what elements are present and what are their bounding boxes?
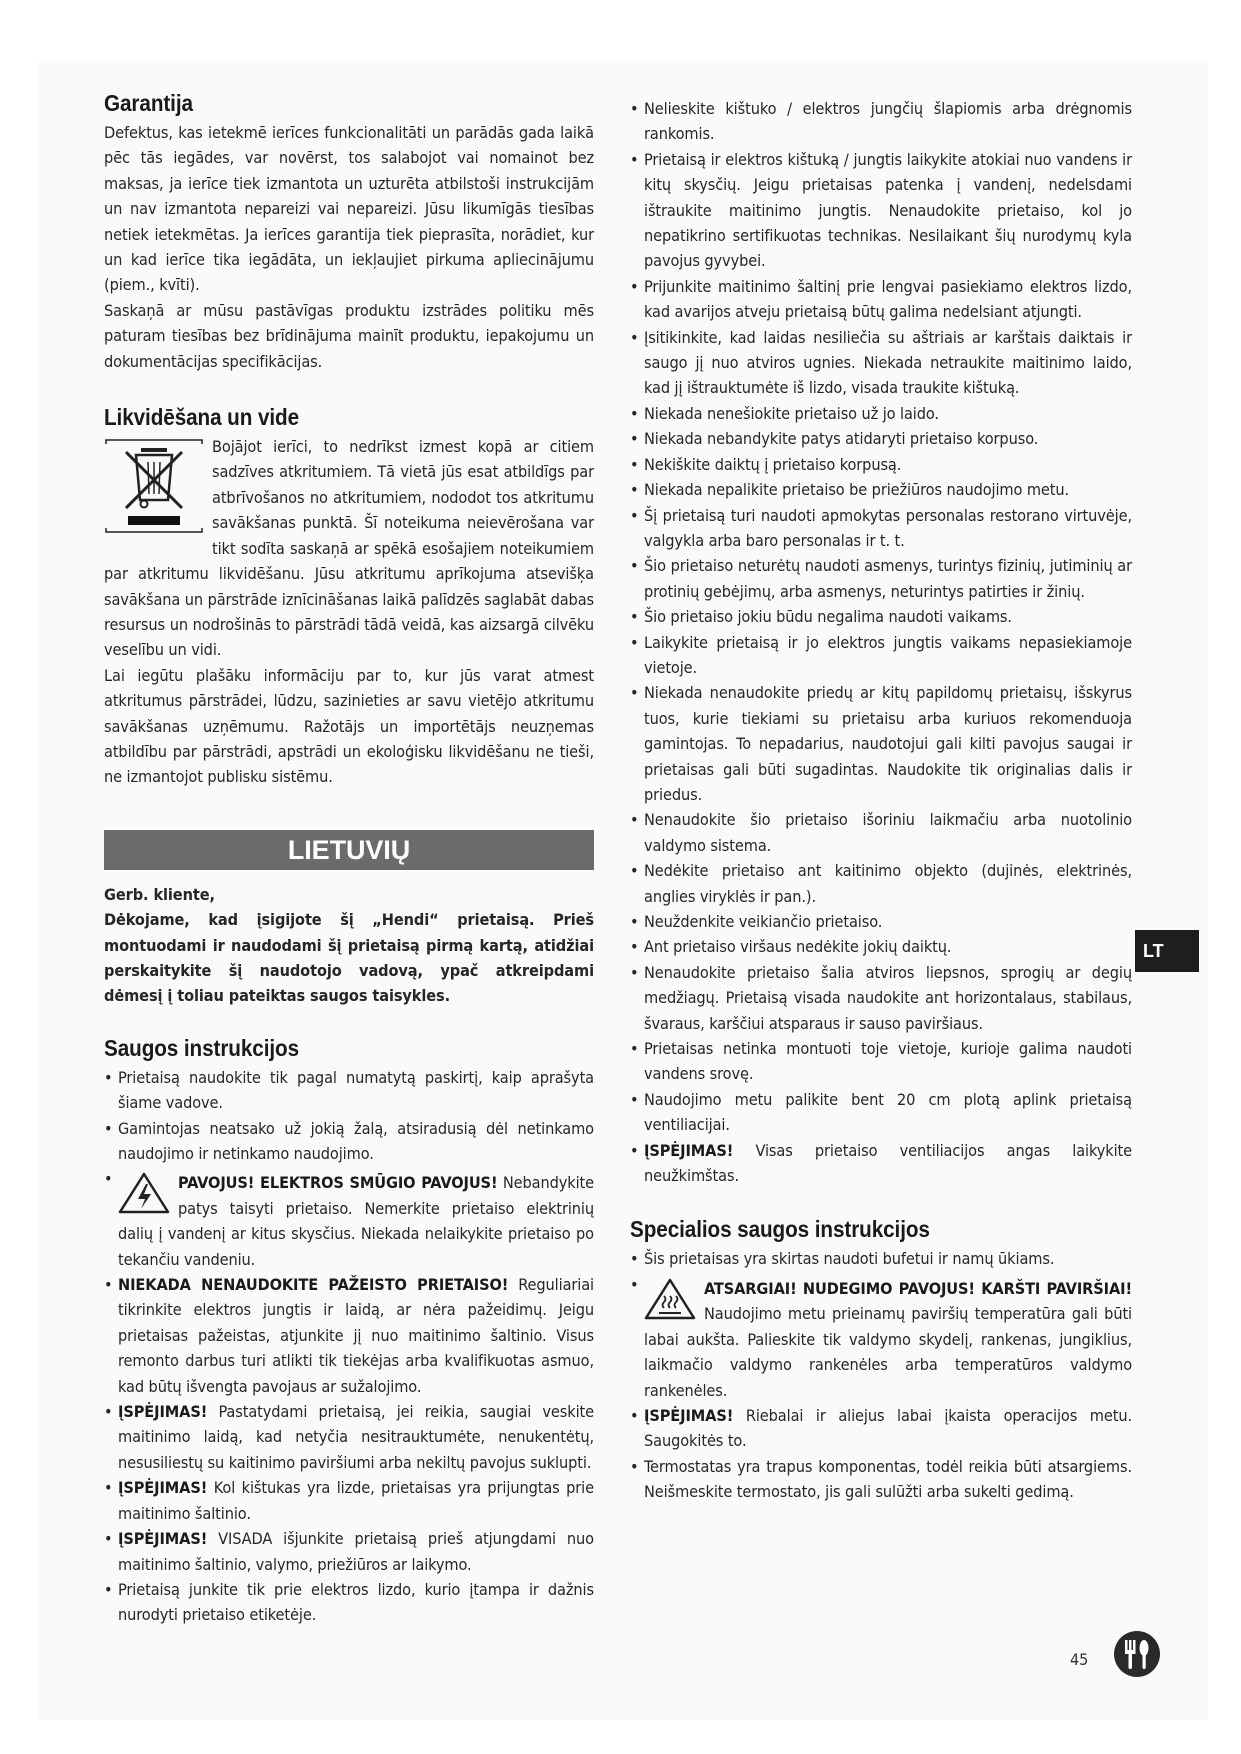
list-item: • ĮSPĖJIMAS! Kol kištukas yra lizde, prietaisas yra prijungtas prie maitinimo šaltinio. [104, 1475, 594, 1526]
list-item: • Ant prietaiso viršaus nedėkite jokių daiktų. [630, 934, 1132, 959]
list-item: • NIEKADA NENAUDOKITE PAŽEISTO PRIETAISO! Reguliariai tikrinkite elektros jungtis ir laidą, ar nėra pažeidimų. Jeigu prietaisas pažeistas, atjunkite jį nuo maitinimo šaltinio. Visus remonto darbus turi atlikti tik tiekėjas arba kvalifikuotas asmuo, kad būtų išvengta pavojaus ar sužalojimo. [104, 1272, 594, 1399]
list-item: • Niekada nenaudokite priedų ar kitų papildomų prietaisų, išskyrus tuos, kurie tiekiami su prietaisu arba kuriuos rekomenduoja gamintojas. To nepadarius, naudotojui gali kilti pavojus saugai ir prietaisas gali būti sugadintas. Naudokite tik originalias dalis ir priedus. [630, 680, 1132, 807]
list-item: • Nenaudokite šio prietaiso išoriniu laikmačiu arba nuotolinio valdymo sistema. [630, 807, 1132, 858]
list-item: • ĮSPĖJIMAS! VISADA išjunkite prietaisą prieš atjungdami nuo maitinimo šaltinio, valymo, priežiūros ar laikymo. [104, 1526, 594, 1577]
list-item: • Naudojimo metu palikite bent 20 cm plotą aplink prietaisą ventiliacijai. [630, 1087, 1132, 1138]
list-item: • PAVOJUS! ELEKTROS SMŪGIO PAVOJUS! Nebandykite patys taisyti prietaiso. Nemerkite prietaiso elektrinių dalių į vandenį ar kitus skysčius. Niekada nelaikykite prietaiso po tekančiu vandeniu. [104, 1166, 594, 1272]
list-item: • Nedėkite prietaiso ant kaitinimo objekto (dujinės, elektrinės, anglies viryklės ir pan.). [630, 858, 1132, 909]
list-item: • ĮSPĖJIMAS! Riebalai ir aliejus labai įkaista operacijos metu. Saugokitės to. [630, 1403, 1132, 1454]
list-item: • Laikykite prietaisą ir jo elektros jungtis vaikams nepasiekiamoje vietoje. [630, 630, 1132, 681]
list-item: • Niekada nebandykite patys atidaryti prietaiso korpuso. [630, 426, 1132, 451]
list-item: • Prietaisą junkite tik prie elektros lizdo, kurio įtampa ir dažnis nurodyti prietaiso etiketėje. [104, 1577, 594, 1628]
hendi-cutlery-logo-icon [1113, 1630, 1161, 1678]
right-column [630, 96, 1132, 1505]
page-number: 45 [1070, 1650, 1089, 1669]
list-item: • Prietaisas netinka montuoti toje vietoje, kurioje galima naudoti vandens srovę. [630, 1036, 1132, 1087]
hot-surface-warning-icon [644, 1278, 696, 1320]
garantija-paragraph-1: Defektus, kas ietekmē ierīces funkcionalitāti un parādās gada laikā pēc tās iegādes, var novērst, tos salabojot vai nomainot bez maksas, ja ierīce tiek izmantota un uzturēta atbilstoši instrukcijām un nav izmantota nepareizi vai nepareizi. Jūsu likumīgās tiesības netiek ietekmētas. Ja ierīces garantija tiek pieprasīta, norādiet, kur un kad ierīce tika iegādāta, un iekļaujiet pirkuma apliecinājumu (piem., kvīti). [104, 123, 594, 295]
list-item: • Prijunkite maitinimo šaltinį prie lengvai pasiekiamo elektros lizdo, kad avarijos atveju prietaisą būtų galima nedelsiant atjungti. [630, 274, 1132, 325]
likvidesana-paragraph-2: Lai iegūtu plašāku informāciju par to, kur jūs varat atmest atkritumus pārstrādei, lūdzu, sazinieties ar savu vietējo atkritumu savākšanas uzņēmumu. Ražotājs un importētājs neuzņemas atbildību par pārstrādi, apstrādi un ekoloģisku likvidēšanu ne tieši, ne izmantojot publisku sistēmu. [104, 665, 594, 787]
list-item: • Neuždenkite veikiančio prietaiso. [630, 909, 1132, 934]
list-item: • Nekiškite daiktų į prietaiso korpusą. [630, 452, 1132, 477]
list-item: • Niekada nenešiokite prietaiso už jo laido. [630, 401, 1132, 426]
saugos-heading: Saugos instrukcijos [104, 1034, 300, 1061]
disposal-section [104, 434, 594, 790]
list-item: • Prietaisą naudokite tik pagal numatytą paskirtį, kaip aprašyta šiame vadove. [104, 1065, 594, 1116]
likvidesana-heading: Likvidēšana un vide [104, 404, 300, 431]
safety-list-continued [630, 96, 1132, 1188]
list-item: • Nelieskite kištuko / elektros jungčių šlapiomis arba drėgnomis rankomis. [630, 96, 1132, 147]
list-item: • Šį prietaisą turi naudoti apmokytas personalas restorano virtuvėje, valgykla arba baro personalas ir t. t. [630, 503, 1132, 554]
saugos-list [104, 1065, 594, 1628]
list-item: • Įsitikinkite, kad laidas nesiliečia su aštriais ar karštais daiktais ir saugo jį nuo atviros ugnies. Niekada netraukite maitinimo laido, kad jį ištrauktumėte iš lizdo, visada traukite kištuką. [630, 325, 1132, 401]
specialios-list [630, 1246, 1132, 1504]
list-item: • Šis prietaisas yra skirtas naudoti bufetui ir namų ūkiams. [630, 1246, 1132, 1271]
list-item: • Niekada nepalikite prietaiso be priežiūros naudojimo metu. [630, 477, 1132, 502]
left-column [104, 88, 594, 1628]
language-tab: LT [1135, 930, 1199, 972]
list-item: • Termostatas yra trapus komponentas, todėl reikia būti atsargiems. Neišmeskite termostato, jis gali sulūžti arba sukelti gedimą. [630, 1454, 1132, 1505]
list-item: • Prietaisą ir elektros kištuką / jungtis laikykite atokiai nuo vandens ir kitų skysčių. Jeigu prietaisas patenka į vandenį, nedelsdami ištraukite maitinimo jungtis. Nenaudokite prietaiso, kol jo nepatikrino sertifikuotas technikas. Nesilaikant šių nurodymų kyla pavojus gyvybei. [630, 147, 1132, 274]
list-item: • ĮSPĖJIMAS! Visas prietaiso ventiliacijos angas laikykite neužkimštas. [630, 1138, 1132, 1189]
likvidesana-paragraph-1: Bojājot ierīci, to nedrīkst izmest kopā ar citiem sadzīves atkritumiem. Tā vietā jūs esat atbildīgs par atbrīvošanos no atkritumiem, nododot tos atkritumu savākšanas punktā. Šī noteikuma neievērošana var tikt sodīta saskaņā ar spēkā esošajiem noteikumiem par atkritumu likvidēšanu. Jūsu atkritumu aprīkojuma atsevišķa savākšana un pārstrāde iznīcināšanas laikā palīdzēs saglabāt dabas resursus un nodrošinās to pārstrādi tādā veidā, kas aizsargā cilvēku veselību un vidi. [104, 437, 595, 660]
list-item: • Šio prietaiso jokiu būdu negalima naudoti vaikams. [630, 604, 1132, 629]
intro-greeting: Gerb. kliente, [104, 884, 215, 904]
garantija-heading: Garantija [104, 90, 193, 116]
weee-crossed-bin-icon [104, 438, 204, 534]
garantija-paragraph-2: Saskaņā ar mūsu pastāvīgas produktu izstrādes politiku mēs paturam tiesības bez brīdinājuma mainīt produktu, iepakojumu un dokumentācijas specifikācijas. [104, 300, 594, 371]
list-item: • Nenaudokite prietaiso šalia atviros liepsnos, sprogių ar degių medžiagų. Prietaisą visada naudokite ant horizontalaus, stabilaus, švaraus, karščiui atsparaus ir sauso paviršiaus. [630, 960, 1132, 1036]
list-item: • Šio prietaiso neturėtų naudoti asmenys, turintys fizinių, jutiminių ar protinių gebėjimų, arba asmenys, neturintys patirties ir žinių. [630, 553, 1132, 604]
intro-text: Dėkojame, kad įsigijote šį „Hendi“ prietaisą. Prieš montuodami ir naudodami šį prietaisą pirmą kartą, atidžiai perskaitykite šį naudotojo vadovą, ypač atkreipdami dėmesį į toliau pateiktas saugos taisykles. [104, 910, 594, 1006]
electric-shock-warning-icon [118, 1172, 170, 1214]
list-item: • ĮSPĖJIMAS! Pastatydami prietaisą, jei reikia, saugiai veskite maitinimo laidą, kad netyčia nesitrauktumėte, nenukentėtų, nesusiliestų su kaitinimo paviršiumi arba nekiltų pavojus suklupti. [104, 1399, 594, 1475]
list-item: • ATSARGIAI! NUDEGIMO PAVOJUS! KARŠTI PAVIRŠIAI! Naudojimo metu prieinamų paviršių temperatūra gali būti labai aukšta. Palieskite tik valdymo skydelį, rankenas, jungiklius, laikmačio valdymo rankenėles arba temperatūros valdymo rankenėles. [630, 1272, 1132, 1403]
language-section-bar: LIETUVIŲ [104, 830, 594, 870]
specialios-heading: Specialios saugos instrukcijos [630, 1216, 930, 1243]
list-item: • Gamintojas neatsako už jokią žalą, atsiradusią dėl netinkamo naudojimo ir netinkamo naudojimo. [104, 1116, 594, 1167]
